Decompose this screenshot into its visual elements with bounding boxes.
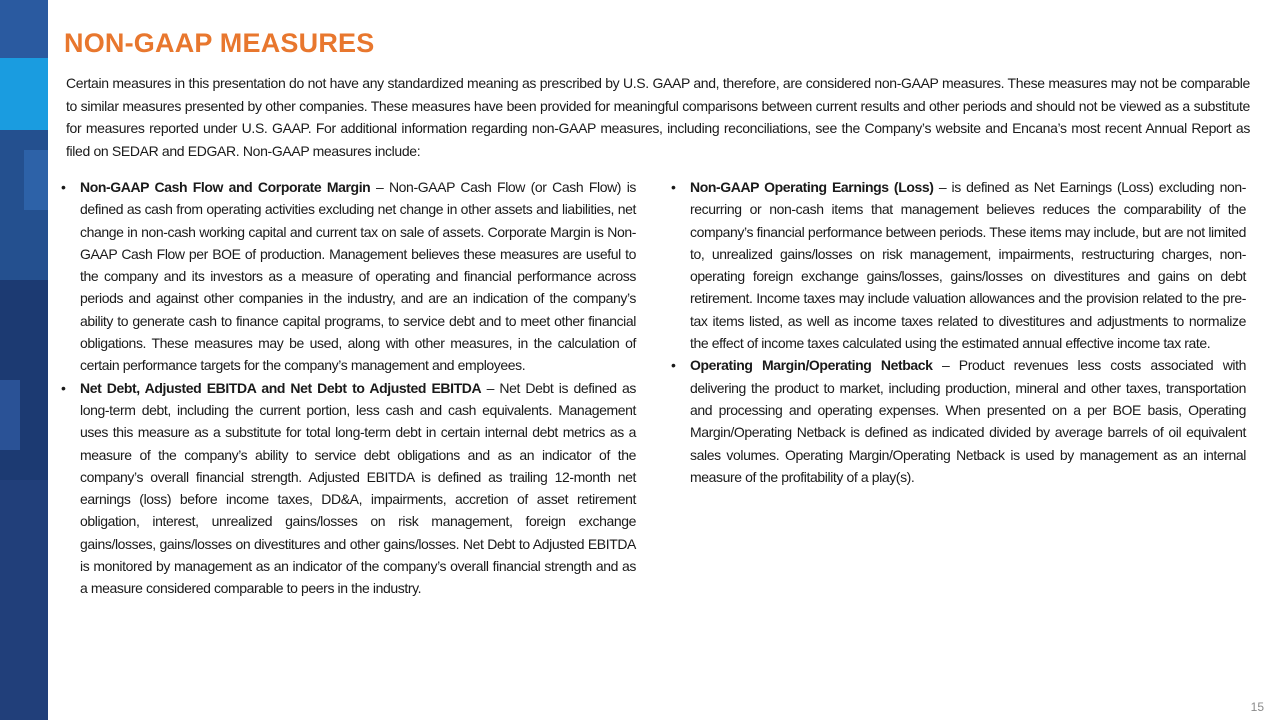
bullet-operating-margin-netback [668, 354, 1246, 488]
bullet-term: Non-GAAP Operating Earnings (Loss) [690, 179, 934, 195]
strip-tile [0, 58, 48, 130]
strip-tile [0, 0, 48, 58]
right-column [668, 176, 1246, 488]
left-column [58, 176, 636, 600]
bullet-text: – is defined as Net Earnings (Loss) excluding non-recurring or non-cash items that management believes reduces the comparability of the company’s financial performance between periods. These items may include, but are not limited to, unrealized gains/losses on risk management, impairments, restructuring charges, non-operating foreign exchange gains/losses, gains/losses on divestitures and gains on debt retirement. Income taxes may include valuation allowances and the provision related to the pre-tax items listed, as well as income taxes related to divestitures and adjustments to normalize the effect of income taxes calculated using the estimated annual effective income tax rate. [690, 179, 1246, 352]
bullet-text: – Non-GAAP Cash Flow (or Cash Flow) is defined as cash from operating activities excluding net change in other assets and liabilities, net change in non-cash working capital and current tax on sale of assets. Corporate Margin is Non-GAAP Cash Flow per BOE of production. Management believes these measures are useful to the company and its investors as a measure of operating and financial performance across periods and against other companies in the industry, and are an indication of the company’s ability to generate cash to finance capital programs, to service debt and to meet other financial obligations. These measures may be used, along with other measures, in the calculation of certain performance targets for the company’s management and employees. [80, 179, 636, 374]
bullet-net-debt-adjusted-ebitda [58, 377, 636, 600]
bullet-text: – Product revenues less costs associated with delivering the product to market, including production, mineral and other taxes, transportation and processing and operating expenses. When presented on a per BOE basis, Operating Margin/Operating Netback is defined as indicated divided by average barrels of oil equivalent sales volumes. Operating Margin/Operating Netback is used by management as an internal measure of the profitability of a play(s). [690, 357, 1246, 485]
bullet-cash-flow-corporate-margin [58, 176, 636, 377]
bullet-dot: • [671, 179, 676, 195]
page-title: NON-GAAP MEASURES [64, 28, 375, 58]
bullet-dot: • [61, 179, 66, 195]
decorative-side-strip [0, 0, 48, 720]
bullet-term: Net Debt, Adjusted EBITDA and Net Debt to Adjusted EBITDA [80, 379, 482, 396]
page-number: 15 [1250, 700, 1264, 714]
bullet-operating-earnings [668, 176, 1246, 354]
bullet-dot: • [671, 357, 676, 374]
intro-paragraph: Certain measures in this presentation do not have any standardized meaning as prescribed by U.S. GAAP and, therefore, are considered non-GAAP measures. These measures may not be comparable to similar measures presented by other companies. These measures have been provided for meaningful comparisons between current results and other periods and should not be viewed as a substitute for measures reported under U.S. GAAP. For additional information regarding non-GAAP measures, including reconciliations, see the Company’s website and Encana’s most recent Annual Report as filed on SEDAR and EDGAR. Non-GAAP measures include: [66, 75, 1250, 159]
strip-tile [0, 480, 48, 720]
bullet-term: Non-GAAP Cash Flow and Corporate Margin [80, 179, 371, 195]
strip-tile [0, 380, 20, 450]
strip-tile [24, 150, 48, 210]
bullet-dot: • [61, 379, 66, 396]
bullet-term: Operating Margin/Operating Netback [690, 357, 933, 374]
bullet-text: – Net Debt is defined as long-term debt, including the current portion, less cash and cash equivalents. Management uses this measure as a substitute for total long-term debt in certain internal debt metrics as a measure of the company’s ability to service debt obligations and as an indicator of the company’s overall financial strength. Adjusted EBITDA is defined as trailing 12-month net earnings (loss) before income taxes, DD&A, impairments, accretion of asset retirement obligation, interest, unrealized gains/losses on risk management, foreign exchange gains/losses, gains/losses on divestitures and other gains/losses. Net Debt to Adjusted EBITDA is monitored by management as an indicator of the company’s overall financial strength and as a measure considered comparable to peers in the industry. [80, 379, 636, 597]
